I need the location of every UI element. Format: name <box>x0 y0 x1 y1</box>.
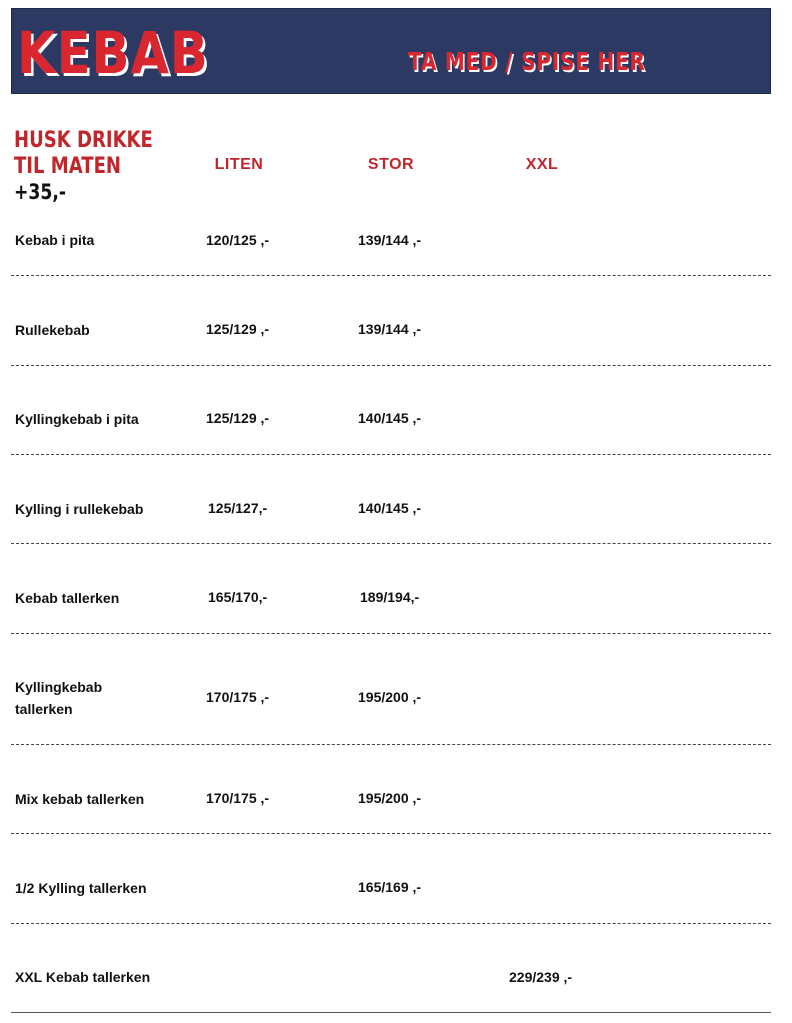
item-name: Kyllingkebab i pita <box>15 411 139 427</box>
price-stor: 165/169 ,- <box>358 879 422 895</box>
item-name: Kylling i rullekebab <box>15 501 144 517</box>
bottom-divider <box>11 1012 771 1013</box>
menu-row <box>11 275 771 366</box>
price-stor: 195/200 ,- <box>358 689 422 705</box>
item-name: Kebab tallerken <box>15 590 120 606</box>
item-name: Kyllingkebab tallerken <box>15 679 103 717</box>
price-stor: 189/194,- <box>360 589 420 605</box>
price-liten: 165/170,- <box>208 589 268 605</box>
item-name: XXL Kebab tallerken <box>15 969 151 985</box>
menu-title: KEBAB <box>17 19 209 87</box>
item-name: Rullekebab <box>15 322 90 338</box>
price-liten: 170/175 ,- <box>206 790 270 806</box>
price-xxl: 229/239 ,- <box>509 969 573 985</box>
item-name: 1/2 Kylling tallerken <box>15 880 147 896</box>
price-liten: 125/127,- <box>208 500 268 516</box>
header-banner <box>11 8 771 94</box>
drink-reminder-line2: TIL MATEN <box>14 154 122 179</box>
column-header-liten: LITEN <box>214 156 264 173</box>
menu-row <box>11 454 771 544</box>
price-liten: 125/129 ,- <box>206 321 270 337</box>
price-stor: 139/144 ,- <box>358 321 422 337</box>
column-header-stor: STOR <box>367 156 415 173</box>
menu-row <box>11 543 771 634</box>
item-name: Mix kebab tallerken <box>15 791 145 807</box>
menu-subtitle: TA MED / SPISE HER <box>408 47 646 76</box>
price-liten: 170/175 ,- <box>206 689 270 705</box>
menu-row <box>11 365 771 455</box>
price-liten: 120/125 ,- <box>206 232 270 248</box>
item-name: Kebab i pita <box>15 232 95 248</box>
drink-reminder-line1: HUSK DRIKKE <box>14 128 153 153</box>
price-stor: 140/145 ,- <box>358 500 422 516</box>
drink-reminder <box>14 128 153 180</box>
menu-row <box>11 205 771 276</box>
column-header-xxl: XXL <box>525 156 559 173</box>
menu-row <box>11 833 771 924</box>
drink-price: +35,- <box>14 180 67 204</box>
price-liten: 125/129 ,- <box>206 410 270 426</box>
menu-row <box>11 633 771 745</box>
price-stor: 139/144 ,- <box>358 232 422 248</box>
price-stor: 140/145 ,- <box>358 410 422 426</box>
menu-row <box>11 744 771 834</box>
price-stor: 195/200 ,- <box>358 790 422 806</box>
menu-row <box>11 923 771 1012</box>
